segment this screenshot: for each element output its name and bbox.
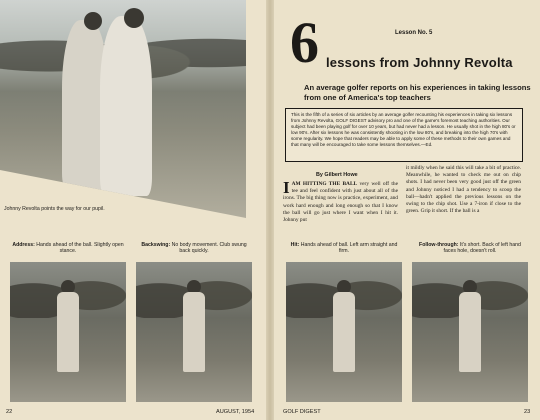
step-photo-hit	[286, 262, 402, 402]
instructor-head	[84, 12, 102, 30]
byline: By Gilbert Howe	[316, 172, 358, 178]
step-text: Hands ahead of the ball. Slightly open stance.	[36, 242, 124, 255]
lesson-number-graphic: 6	[290, 10, 319, 75]
article-deck: An average golfer reports on his experiences in taking lessons from one of America's top teachers	[304, 83, 531, 102]
step-label: Address:	[12, 242, 35, 248]
photo-caption: Johnny Revolta points the way for our pupil.	[4, 206, 105, 212]
article-title: lessons from Johnny Revolta	[326, 55, 513, 70]
pupil-figure	[100, 16, 152, 196]
issue-date: AUGUST, 1954	[216, 409, 255, 415]
body-text-1: very well off the tee and feel confident with just about all of the irons. The big thing now is practice, experiment, and work hard enough and long enough so that I know the ball will go just where I want when I hit it. Johnny put	[283, 181, 398, 224]
step-label: Backswing:	[141, 242, 171, 248]
golfer-figure	[333, 292, 355, 372]
step-photo-address	[10, 262, 126, 402]
page-gutter	[266, 0, 274, 420]
page-number-left: 22	[6, 409, 13, 415]
pupil-head	[124, 8, 144, 28]
step-caption-follow-through	[414, 242, 526, 255]
step-photo-follow-through	[412, 262, 528, 402]
body-column-1	[283, 178, 398, 224]
step-text: No body movement. Club swung back quickly.	[171, 242, 247, 255]
lead-in: AM HITTING THE BALL	[291, 181, 358, 187]
step-text: Hands ahead of ball. Left arm straight and firm.	[300, 242, 398, 255]
step-photo-backswing	[136, 262, 252, 402]
editor-note: This is the fifth of a series of six articles by an average golfer recounting his experiences in taking six lessons from Johnny Revolta, GOLF DIGEST advisory pro and one of the game's foremost teaching authorities. Our subject had been playing golf for over 10 years, but had never had a lesson. He usually shot in the high 80's or low 90's. After six lessons he was consistently shooting in the low 80's, and breaking into the high 70's with some regularity. We hope that readers may be able to apply some of these methods to their own games and that many will be encouraged to take some lessons themselves.—Ed.	[285, 108, 523, 162]
body-column-2: it mildly when he said this will take a bit of practice. Meanwhile, he wanted to check me out on chip shots. I had never been very good just off the green and Johnny noticed I had a tendency to scoop the ball—hadn't applied the previous lessons on the swing to the chip shot. Use a 7-iron if close to the green. Grip it short. If the ball is a	[406, 165, 521, 215]
step-label: Hit:	[290, 242, 300, 248]
step-label: Follow-through:	[419, 242, 459, 248]
golfer-figure	[183, 292, 205, 372]
step-caption-hit	[288, 242, 400, 255]
step-caption-address	[12, 242, 124, 255]
drop-cap: I	[283, 178, 290, 197]
step-caption-backswing	[138, 242, 250, 255]
golfer-figure	[459, 292, 481, 372]
step-text: It's short. Back of left hand faces hole, doesn't roll.	[443, 242, 521, 255]
magazine-name: GOLF DIGEST	[283, 409, 321, 415]
lesson-no-label: Lesson No. 5	[395, 30, 433, 36]
page-number-right: 23	[524, 409, 531, 415]
golfer-figure	[57, 292, 79, 372]
